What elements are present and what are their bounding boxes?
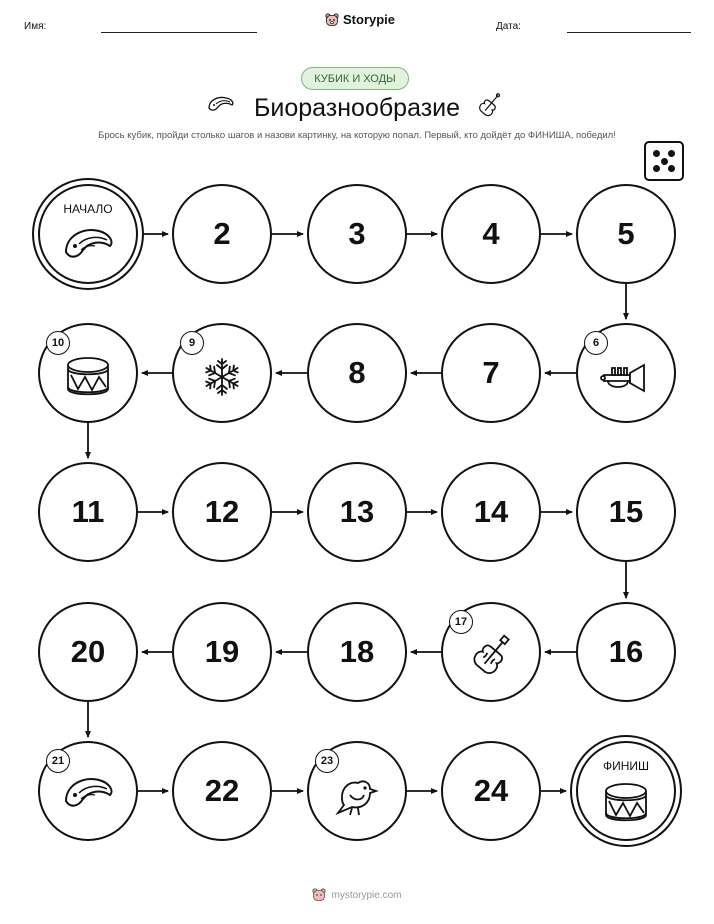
space-number-badge: 10: [46, 331, 70, 355]
board-space-22: [172, 741, 272, 841]
board-space-6: [576, 323, 676, 423]
board-space-16: [576, 602, 676, 702]
space-number: 15: [608, 494, 644, 529]
space-number: 14: [473, 494, 509, 529]
board-space-24: [441, 741, 541, 841]
instructions: Брось кубик, пройди столько шагов и назови картинку, на которую попал. Первый, кто дойдёт до ФИНИША, победил!: [98, 130, 616, 141]
space-number: 11: [71, 494, 105, 529]
name-label: Имя:: [24, 21, 47, 32]
space-number: 24: [473, 773, 509, 808]
space-number: 4: [482, 216, 500, 251]
toucan-icon: [61, 224, 115, 273]
board-space-13: [307, 462, 407, 562]
date-label: Дата:: [496, 21, 521, 32]
board-space-10: [38, 323, 138, 423]
space-number: 18: [339, 634, 375, 669]
board-space-23: [307, 741, 407, 841]
space-number: 12: [204, 494, 240, 529]
toucan-icon: [61, 773, 115, 822]
board-space-3: [307, 184, 407, 284]
board-space-19: [172, 602, 272, 702]
footer: [0, 888, 714, 902]
space-number: 13: [339, 494, 375, 529]
space-number: 5: [617, 216, 635, 251]
space-number: 16: [608, 634, 644, 669]
space-number-badge: 9: [180, 331, 204, 355]
space-number: 22: [204, 773, 240, 808]
finish-label: ФИНИШ: [602, 759, 650, 773]
start-label: НАЧАЛО: [63, 202, 113, 216]
board-space-11: [38, 462, 138, 562]
board-space-14: [441, 462, 541, 562]
board-space-2: [172, 184, 272, 284]
board-space-9: [172, 323, 272, 423]
space-number-badge: 6: [584, 331, 608, 355]
start-space: [38, 184, 138, 284]
space-number: 2: [213, 216, 231, 251]
space-number: 7: [482, 355, 500, 390]
drum-icon: [601, 779, 651, 832]
board-space-17: [441, 602, 541, 702]
space-number-badge: 21: [46, 749, 70, 773]
storypie-logo-icon: [312, 888, 326, 902]
space-number-badge: 23: [315, 749, 339, 773]
board-space-15: [576, 462, 676, 562]
footer-url[interactable]: mystorypie.com: [331, 889, 402, 901]
violin-icon: [467, 629, 515, 688]
space-number: 8: [348, 355, 366, 390]
space-number: 3: [348, 216, 366, 251]
game-type-pill: КУБИК И ХОДЫ: [301, 67, 409, 90]
space-number-badge: 17: [449, 610, 473, 634]
page-title: Биоразнообразие: [253, 94, 461, 122]
board-space-8: [307, 323, 407, 423]
board-space-21: [38, 741, 138, 841]
drum-icon: [63, 353, 113, 406]
board-space-5: [576, 184, 676, 284]
finish-space: [576, 741, 676, 841]
board-space-20: [38, 602, 138, 702]
board-space-7: [441, 323, 541, 423]
board-space-12: [172, 462, 272, 562]
brand-name: Storypie: [343, 12, 396, 27]
board-space-18: [307, 602, 407, 702]
space-number: 20: [70, 634, 106, 669]
snowflake-icon: [200, 355, 244, 404]
board-space-4: [441, 184, 541, 284]
bird-icon: [332, 773, 382, 822]
trumpet-icon: [600, 359, 652, 400]
space-number: 19: [204, 634, 240, 669]
